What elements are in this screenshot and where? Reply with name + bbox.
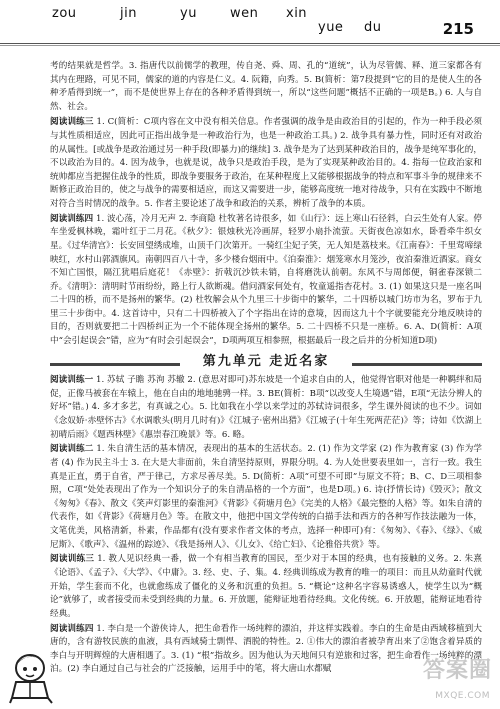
page-header — [0, 0, 500, 44]
reading-label: 阅读训练四 — [50, 623, 94, 634]
reading-label: 阅读训练三 — [50, 117, 94, 128]
paragraph-unit9-reading-1: 阅读训练一 1. 苏轼 子瞻 苏洵 苏辙 2. (意思对即可)苏东坡是一个追求自由的人，他觉得官职对他是一种羁绊和局促，正像马被套在车辕上，他在自由的地地驰骋一样。3. BE(简析：B项“以改变人生境遇”错，E项“无法分辨人的好坏”错。) 4. 多才多艺，有真诚之心。5. 比如我在小学以来学过的苏轼诗词很多，学生课外阅读的也不少。词如《念奴娇·赤壁怀古》《水调歌头(明月几时有)》《江城子·密州出猎》《江城子(十年生死两茫茫)》等；诗如《饮湖上初晴后雨》《题西林壁》《惠崇春江晚景》等。6. 略。 — [50, 375, 482, 440]
answer-body — [50, 60, 482, 678]
paragraph-reading-4: 阅读训练四 1. 波心荡，冷月无声 2. 李商隐 杜牧著名诗很多，如《山行》：远上寒山石径斜，白云生处有人家。停车坐爱枫林晚，霜叶红于二月花。《秋夕》：银烛秋光冷画屏，轻罗小扇扑流萤。天街夜色凉如水，卧看牵牛织女星。《过华清宫》：长安回望绣成堆，山顶千门次第开。一骑红尘妃子笑，无人知是荔枝来。《江南春》：千里莺啼绿映红，水村山郭酒旗风。南朝四百八十寺，多少楼台烟雨中。《泊秦淮》：烟笼寒水月笼沙，夜泊秦淮近酒家。商女不知亡国恨，隔江犹唱后庭花！《赤壁》：折戟沉沙铁未销，自将磨洗认前朝。东风不与周郎便，铜雀春深锁二乔。《清明》：清明时节雨纷纷，路上行人欲断魂。借问酒家何处有，牧童遥指杏花村。3. (1) 如果这只是一座名叫二十四的桥，而不是扬州的繁华。(2) 杜牧解会从个九里三十步街中的繁华，二十四桥以城门坊市为名，罗布于九里三十步街中。4. 这首诗中，只有二十四桥被入了个字指出在诗的意境，因而这九十个字就要能充分地反映诗的目的，否则就要把二十四桥纠正为一个不能体现全扬州的繁华。5. 二十四桥不只是一座桥。6. A、D(简析：A项中“会引起误会”错，应为“有时会引起误会”，D项两项互相参照，根据最后一段之后并的分析知道D项) — [50, 213, 482, 347]
watermark-url: MXQE.COM — [435, 691, 490, 701]
site-watermark — [408, 653, 492, 703]
pinyin-zou: zou — [52, 6, 77, 21]
paragraph-continued: 考的结果就是哲学。3. 指唐代以前儒学的教理，传自尧、舜、周、孔的“道统”，认为尽管儒、释、道三家都各有其内在理路，可见不同，儒家的道的内容是仁义。4. 阮籍，向秀。5. B(简析：第7段提到“它的目的是使人生的各种矛盾得到统一”，而不是使世界上存在的各种矛盾得到统一，所以“这些问题”概括不正确的一项是B。) 6. 人与自然、社会。 — [50, 61, 482, 112]
reading-label: 阅读训练一 — [50, 375, 94, 386]
header-rule-thin — [0, 45, 500, 46]
paragraph-unit9-reading-2: 阅读训练二 1. 朱自清生活的基本情况，表现出的基本的生活状态。2. (1) 作为文学家 (2) 作为教育家 (3) 作为学者 (4) 作为民主斗士 3. 在大是大非面前，朱自清坚持原则，界限分明。4. 为人处世要表里如一，言行一致。我生真是正直，勇于自省，严于律己，方求尽善尽美。5. D(简析：A项“可望不可即”与原文不符；B、C、D三项相参照，C项“处处表现出了作为一个知识分子的朱自清品格的一个方面”，也是D项。) 6. 诗(抒情长诗)《毁灭》；散文《匆匆》《春》、散文《笑声灯影里的秦淮河》《背影》《荷塘月色》《完美的人格》《最完整的人格》等。如朱自清的代表作，如《背影》《荷塘月色》等。在散文中，他把中国文学传统的白描手法和西方的各种写作技法融为一体，文笔优美，风格清新，朴素，作品都有(没有要求作者文体的考点，选择一种即可)有：《匆匆》、《春》、《绿》、《威尼斯》、《歌声》、《温州的踪迹》、《我是扬州人》、《儿女》、《给亡妇》、《论雅俗共赏》等。 — [50, 444, 482, 550]
paragraph-reading-3: 阅读训练三 1. C(简析：C项内容在文中没有相关信息。作者强调的战争是由政治目的引起的，作为一种手段必须与其性质相适应，因此可正指出战争是一种政治行为，也是一种政治工具。) 2. 战争具有暴力性，同时还有对政治的从属性。[或战争是政治通过另一种手段(即暴力)的继续] 3. 战争是为了达到某种政治目的，战争是纯军事化的，不以政治为目的。4. 因为战争，也就是说，战争只是政治手段，是为了实现某种政治目的。4. 指每一位政治家和统帅都应当把握住战争的性质，即战争要服务于政治，在某种程度上又能够根据战争的特点和军事斗争的规律来不断修正政治目的，使之与战争的需要相适应，而这又需要进一步，能够高度统一地对待战争，只有在实践中不断地对符合当时情况的战争。5. 作者主要论述了战争和政治的关系，辨析了战争的本质。 — [50, 117, 482, 209]
reading-label: 阅读训练三 — [50, 554, 95, 565]
pinyin-yu: yu — [180, 6, 197, 21]
pinyin-yue: yue — [318, 20, 344, 35]
pinyin-wen: wen — [230, 6, 259, 21]
reading-mascot-icon — [8, 648, 56, 704]
paragraph-unit9-reading-3: 阅读训练三 1. 教人见识经典一番，做一个有相当教育的国民，至少对于本国的经典，也有接触的义务。2. 朱熹《论语》、《孟子》、《大学》、《中庸》。3. 经、史、子、集。4. 经典训练成为教育的唯一的项目：而且从幼童时代就开始，学生套而不化，也就愈练成了僵化的义务和沉重的负担。5. “概论”这种名字容易诱惑人，使学生以为“概论”就够了，或者接受而未受到经典的力量。6. 开放题，能辩证地看待经典。文化传统。6. 开放题，能辩证地看待经典。 — [50, 554, 482, 619]
reading-label: 阅读训练四 — [50, 213, 94, 224]
unit-heading: 第九单元 走近名家 — [50, 355, 482, 369]
pinyin-jin: jin — [120, 6, 137, 21]
paragraph-unit9-reading-4: 阅读训练四 1. 李白是一个游侠诗人，把生命看作一场纯粹的漂泊，并这样实践着。李白的生命是由西域移植到大唐的，含有游牧民族的血液，具有西域骑士剽悍、洒脱的特性。2. ①伟大的漂泊者被孕育出来了②饱含着异质的李白与开明辉煌的大唐相遇了。3. (1) “根”指故乡。因为他认为天地间只有逆旅和过客，把生命看作一场纯粹的漂泊。(2) 李白通过自己与社会的广泛接触，运用手中的笔，将大唐山水都赋 — [50, 623, 482, 675]
pinyin-xin: xin — [286, 6, 308, 21]
header-rule — [0, 43, 500, 44]
pinyin-du: du — [364, 20, 382, 35]
page-number: 215 — [442, 20, 474, 38]
reading-label: 阅读训练二 — [50, 444, 94, 455]
watermark-brand: 答案圈 — [422, 658, 492, 683]
